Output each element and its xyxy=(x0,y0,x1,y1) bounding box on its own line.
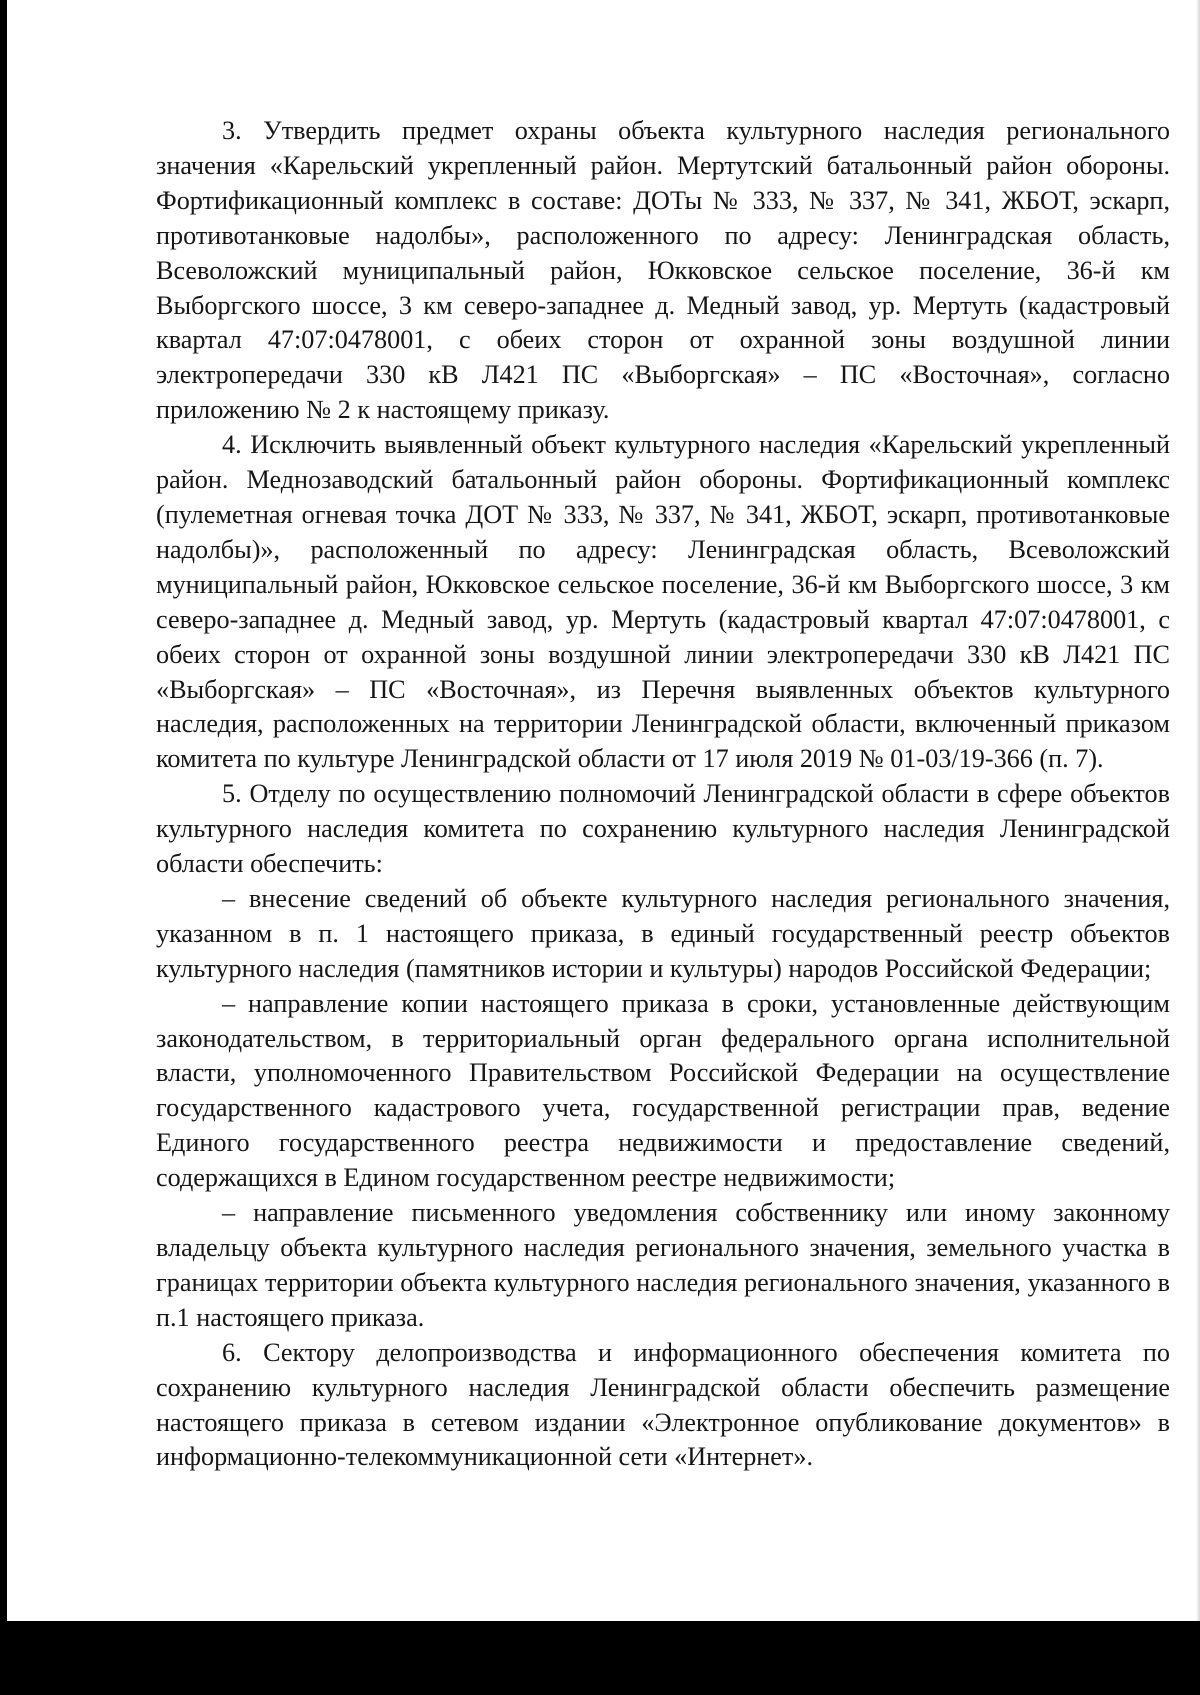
paragraph-item-3: 3. Утвердить предмет охраны объекта культурного наследия регионального значения «Карельский укрепленный район. Мертутский батальонный район обороны. Фортификационный комплекс в составе: ДОТы № 333, № 337, № 341, ЖБОТ, эскарп, противотанковые надолбы», расположенного по адресу: Ленинградская область, Всеволожский муниципальный район, Юкковское сельское поселение, 36-й км Выборгского шоссе, 3 км северо-западнее д. Медный завод, ур. Мертуть (кадастровый квартал 47:07:0478001, с обеих сторон от охранной зоны воздушной линии электропередачи 330 кВ Л421 ПС «Выборгская» – ПС «Восточная», согласно приложению № 2 к настоящему приказу. xyxy=(156,116,1170,425)
paragraph-item-6: 6. Сектору делопроизводства и информационного обеспечения комитета по сохранению культурного наследия Ленинградской области обеспечить размещение настоящего приказа в сетевом издании «Электронное опубликование документов» в информационно-телекоммуникационной сети «Интернет». xyxy=(156,1337,1170,1472)
scan-bottom-edge xyxy=(0,1621,1200,1695)
scan-right-shadow xyxy=(1196,0,1200,1621)
paragraph-item-5-dash-3: – направление письменного уведомления собственнику или иному законному владельцу объекта культурного наследия регионального значения, земельного участка в границах территории объекта культурного наследия регионального значения, указанного в п.1 настоящего приказа. xyxy=(156,1198,1170,1332)
document-page xyxy=(156,114,1170,1475)
paragraph-item-5-dash-1: – внесение сведений об объекте культурного наследия регионального значения, указанном в п. 1 настоящего приказа, в единый государственный реестр объектов культурного наследия (памятников истории и культуры) народов Российской Федерации; xyxy=(156,883,1170,983)
scan-left-edge xyxy=(0,0,7,1695)
paragraph-item-5: 5. Отделу по осуществлению полномочий Ленинградской области в сфере объектов культурного наследия комитета по сохранению культурного наследия Ленинградской области обеспечить: xyxy=(156,779,1170,879)
paragraph-item-4: 4. Исключить выявленный объект культурного наследия «Карельский укрепленный район. Меднозаводский батальонный район обороны. Фортификационный комплекс (пулеметная огневая точка ДОТ № 333, № 337, № 341, ЖБОТ, эскарп, противотанковые надолбы)», расположенный по адресу: Ленинградская область, Всеволожский муниципальный район, Юкковское сельское поселение, 36-й км Выборгского шоссе, 3 км северо-западнее д. Медный завод, ур. Мертуть (кадастровый квартал 47:07:0478001, с обеих сторон от охранной зоны воздушной линии электропередачи 330 кВ Л421 ПС «Выборгская» – ПС «Восточная», из Перечня выявленных объектов культурного наследия, расположенных на территории Ленинградской области, включенный приказом комитета по культуре Ленинградской области от 17 июля 2019 № 01-03/19-366 (п. 7). xyxy=(156,430,1170,774)
paragraph-item-5-dash-2: – направление копии настоящего приказа в сроки, установленные действующим законодательством, в территориальный орган федерального органа исполнительной власти, уполномоченного Правительством Российской Федерации на осуществление государственного кадастрового учета, государственной регистрации прав, ведение Единого государственного реестра недвижимости и предоставление сведений, содержащихся в Едином государственном реестре недвижимости; xyxy=(156,988,1170,1193)
